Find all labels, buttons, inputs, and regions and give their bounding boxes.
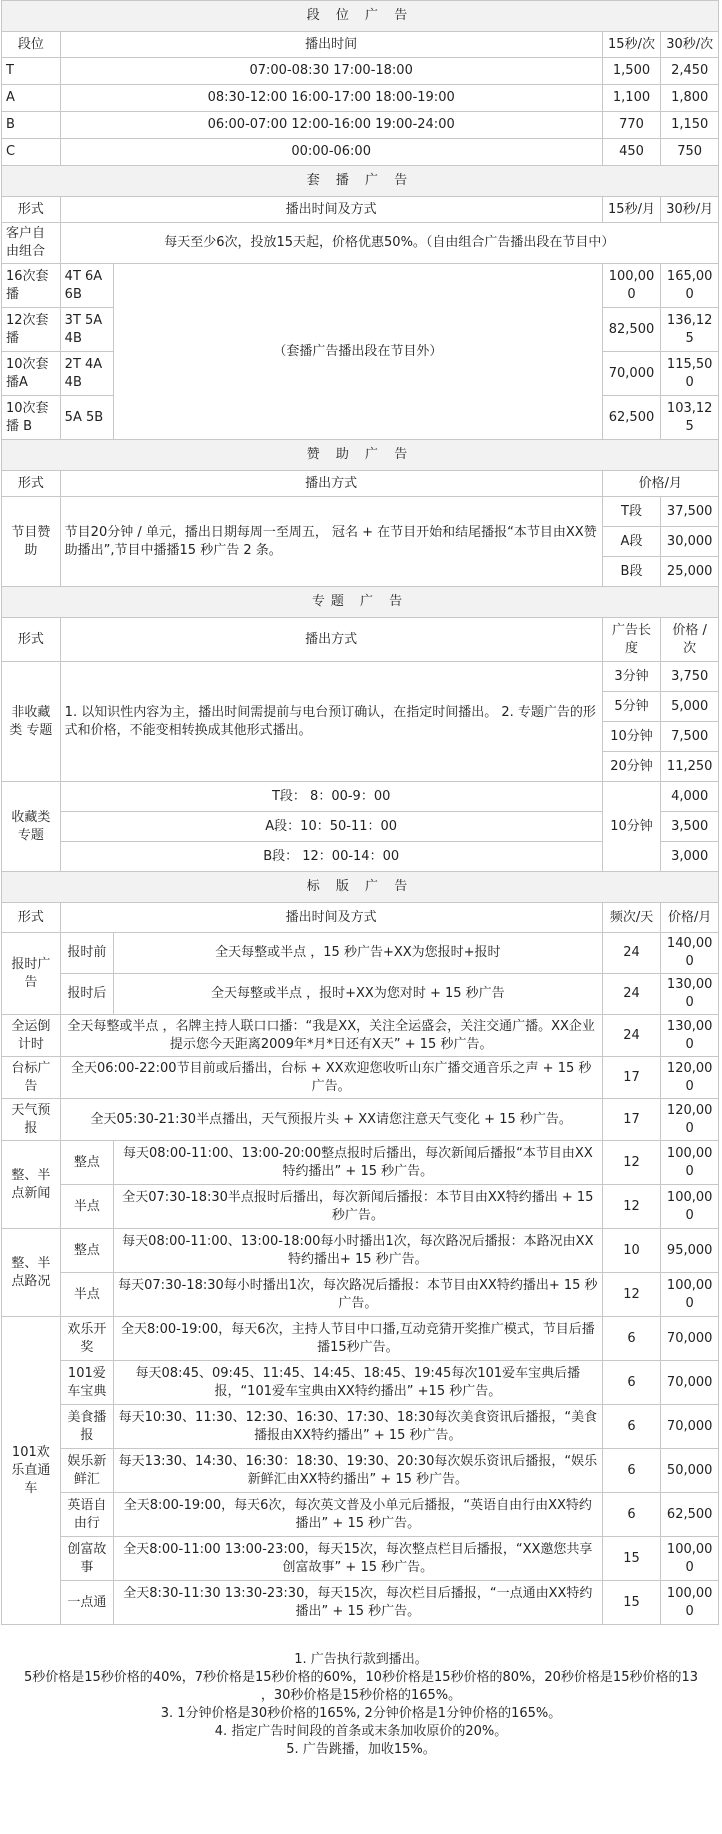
price-15s: 1,100 — [602, 85, 661, 112]
air-time: 08:30-12:00 16:00-17:00 18:00-19:00 — [60, 85, 602, 112]
sub-form: 美食播报 — [60, 1405, 113, 1449]
note-line: 5秒价格是15秒价格的40%，7秒价格是15秒价格的60%，10秒价格是15秒价格的80%，20秒价格是15秒价格的13 — [23, 1670, 699, 1685]
table-row — [2, 1015, 719, 1057]
price-30s-month: 136,125 — [661, 308, 719, 352]
note-line: 3. 1分钟价格是30秒价格的165%, 2分钟价格是1分钟价格的165%。 — [160, 1706, 562, 1721]
col-header: 15秒/月 — [602, 197, 661, 223]
price-30s-month: 115,500 — [661, 352, 719, 396]
traffic-label: 整、半点路况 — [2, 1229, 61, 1317]
table-row — [2, 139, 719, 166]
table-row — [2, 223, 719, 264]
package-mix: 2T 4A 4B — [60, 352, 113, 396]
board-desc: 全天06:00-22:00节目前或后播出，台标 + XX欢迎您收听山东广播交通音乐之声 + 15 秒广告。 — [60, 1057, 602, 1099]
price-15s: 450 — [602, 139, 661, 166]
frequency: 17 — [602, 1099, 661, 1141]
table-row — [2, 1099, 719, 1141]
air-time: 00:00-06:00 — [60, 139, 602, 166]
sub-form: 英语自由行 — [60, 1493, 113, 1537]
frequency: 17 — [602, 1057, 661, 1099]
frequency: 24 — [602, 1015, 661, 1057]
frequency: 15 — [602, 1581, 661, 1625]
sponsor-price: 25,000 — [661, 557, 719, 587]
section-title-package: 套 播 广 告 — [2, 166, 719, 197]
month-price: 95,000 — [661, 1229, 719, 1273]
price-30s: 1,800 — [661, 85, 719, 112]
price-30s: 750 — [661, 139, 719, 166]
col-header: 形式 — [2, 471, 61, 497]
frequency: 6 — [602, 1317, 661, 1361]
price-15s-month: 82,500 — [602, 308, 661, 352]
board-desc: 全天每整或半点 ，15 秒广告+XX为您报时+报时 — [114, 933, 603, 974]
frequency: 12 — [602, 1185, 661, 1229]
ad-price: 7,500 — [661, 722, 719, 752]
segment-name: B — [2, 112, 61, 139]
table-row — [2, 497, 719, 527]
package-custom-desc: 每天至少6次，投放15天起，价格优惠50%。（自由组合广告播出段在节目中） — [60, 223, 718, 264]
ad-length: 3分钟 — [602, 662, 661, 692]
col-header: 价格/月 — [602, 471, 718, 497]
col-header: 播出方式 — [60, 471, 602, 497]
month-price: 100,000 — [661, 1537, 719, 1581]
month-price: 130,000 — [661, 974, 719, 1015]
frequency: 24 — [602, 933, 661, 974]
package-mix: 3T 5A 4B — [60, 308, 113, 352]
board-desc: 每天10:30、11:30、12:30、16:30、17:30、18:30每次美食资讯后播报，“美食播报由XX特约播出” + 15 秒广告。 — [114, 1405, 603, 1449]
frequency: 6 — [602, 1405, 661, 1449]
board-desc: 每天08:45、09:45、11:45、14:45、18:45、19:45每次101爱车宝典后播报，“101爱车宝典由XX特约播出” +15 秒广告。 — [114, 1361, 603, 1405]
table-row — [2, 58, 719, 85]
sponsor-price: 30,000 — [661, 527, 719, 557]
frequency: 12 — [602, 1141, 661, 1185]
col-header: 播出时间及方式 — [60, 903, 602, 933]
sub-form: 报时后 — [60, 974, 113, 1015]
board-desc: 全天8:00-11:00 13:00-23:00，每天15次，每次整点栏目后播报，“XX邀您共享创富故事” + 15 秒广告。 — [114, 1537, 603, 1581]
table-row — [2, 264, 719, 308]
table-row — [2, 1057, 719, 1099]
express-label: 101欢乐直通车 — [2, 1317, 61, 1625]
collect-time: B段： 12：00-14：00 — [60, 842, 602, 872]
col-header: 播出方式 — [60, 618, 602, 662]
board-desc: 全天8:00-19:00，每天6次，每次英文普及小单元后播报，“英语自由行由XX特约播出” + 15 秒广告。 — [114, 1493, 603, 1537]
frequency: 12 — [602, 1273, 661, 1317]
frequency: 6 — [602, 1361, 661, 1405]
month-price: 100,000 — [661, 1185, 719, 1229]
month-price: 70,000 — [661, 1361, 719, 1405]
table-row — [2, 1405, 719, 1449]
col-header: 30秒/次 — [661, 32, 719, 58]
month-price: 120,000 — [661, 1057, 719, 1099]
sub-form: 娱乐新鲜汇 — [60, 1449, 113, 1493]
sub-form: 一点通 — [60, 1581, 113, 1625]
month-price: 50,000 — [661, 1449, 719, 1493]
table-row — [2, 85, 719, 112]
table-row — [2, 1449, 719, 1493]
package-mix: 4T 6A 6B — [60, 264, 113, 308]
package-mix: 5A 5B — [60, 396, 113, 440]
section-title-special: 专题 广 告 — [2, 587, 719, 618]
price-15s-month: 70,000 — [602, 352, 661, 396]
table-row — [2, 1273, 719, 1317]
sub-form: 欢乐开奖 — [60, 1317, 113, 1361]
section-title-sponsor: 赞 助 广 告 — [2, 440, 719, 471]
ad-price: 3,500 — [661, 812, 719, 842]
table-row — [2, 1493, 719, 1537]
col-header: 播出时间 — [60, 32, 602, 58]
board-desc: 全天07:30-18:30半点报时后播出，每次新闻后播报：本节目由XX特约播出 + 15 秒广告。 — [114, 1185, 603, 1229]
col-header: 价格/月 — [661, 903, 719, 933]
sponsor-segment: B段 — [602, 557, 661, 587]
price-30s-month: 165,000 — [661, 264, 719, 308]
news-label: 整、半点新闻 — [2, 1141, 61, 1229]
month-price: 140,000 — [661, 933, 719, 974]
table-row — [2, 112, 719, 139]
sub-form: 整点 — [60, 1229, 113, 1273]
board-desc: 每天07:30-18:30每小时播出1次，每次路况后播报：本节目由XX特约播出+ 15 秒广告。 — [114, 1273, 603, 1317]
price-30s: 1,150 — [661, 112, 719, 139]
table-row — [2, 1317, 719, 1361]
section-title-board: 标 版 广 告 — [2, 872, 719, 903]
board-desc: 全天8:30-11:30 13:30-23:30，每天15次，每次栏目后播报，“一点通由XX特约播出” + 15 秒广告。 — [114, 1581, 603, 1625]
table-row — [2, 933, 719, 974]
section-title-segment: 段 位 广 告 — [2, 1, 719, 32]
price-15s: 1,500 — [602, 58, 661, 85]
col-header: 段位 — [2, 32, 61, 58]
board-desc: 每天08:00-11:00、13:00-18:00每小时播出1次，每次路况后播报：本路况由XX特约播出+ 15 秒广告。 — [114, 1229, 603, 1273]
frequency: 24 — [602, 974, 661, 1015]
collect-length: 10分钟 — [602, 782, 661, 872]
note-line: 4. 指定广告时间段的首条或末条加收原价的20%。 — [214, 1724, 508, 1739]
note-line: 1. 广告执行款到播出。 — [294, 1652, 428, 1667]
month-price: 120,000 — [661, 1099, 719, 1141]
package-custom-label: 客户自由组合 — [2, 223, 61, 264]
note-line: 5. 广告跳播，加收15%。 — [286, 1742, 436, 1757]
col-header: 形式 — [2, 903, 61, 933]
frequency: 15 — [602, 1537, 661, 1581]
noncollect-desc: 1. 以知识性内容为主，播出时间需提前与电台预订确认，在指定时间播出。 2. 专题广告的形式和价格，不能变相转换成其他形式播出。 — [60, 662, 602, 782]
table-row — [2, 1581, 719, 1625]
table-row — [2, 782, 719, 812]
sponsor-price: 37,500 — [661, 497, 719, 527]
sub-form: 整点 — [60, 1141, 113, 1185]
ad-length: 20分钟 — [602, 752, 661, 782]
month-price: 100,000 — [661, 1581, 719, 1625]
note-line: ，30秒价格是15秒价格的165%。 — [260, 1688, 462, 1703]
sponsor-desc: 节目20分钟 / 单元，播出日期每周一至周五， 冠名 + 在节目开始和结尾播报“本节目由XX赞助播出”,节目中播播15 秒广告 2 条。 — [60, 497, 602, 587]
air-time: 07:00-08:30 17:00-18:00 — [60, 58, 602, 85]
board-desc: 全天每整或半点 ，报时+XX为您对时 + 15 秒广告 — [114, 974, 603, 1015]
month-price: 70,000 — [661, 1317, 719, 1361]
price-15s-month: 100,000 — [602, 264, 661, 308]
table-row — [2, 1185, 719, 1229]
month-price: 70,000 — [661, 1405, 719, 1449]
notes — [0, 1651, 722, 1759]
frequency: 6 — [602, 1449, 661, 1493]
price-15s: 770 — [602, 112, 661, 139]
ad-price: 5,000 — [661, 692, 719, 722]
month-price: 130,000 — [661, 1015, 719, 1057]
package-name: 10次套播A — [2, 352, 61, 396]
package-shared-desc: （套播广告播出段在节目外） — [114, 264, 603, 440]
collect-time: T段： 8：00-9：00 — [60, 782, 602, 812]
segment-name: C — [2, 139, 61, 166]
col-header: 15秒/次 — [602, 32, 661, 58]
table-row — [2, 974, 719, 1015]
package-name: 16次套播 — [2, 264, 61, 308]
ad-length: 5分钟 — [602, 692, 661, 722]
col-header: 广告长度 — [602, 618, 661, 662]
ad-length: 10分钟 — [602, 722, 661, 752]
sub-form: 创富故事 — [60, 1537, 113, 1581]
frequency: 10 — [602, 1229, 661, 1273]
board-desc: 全天每整或半点 ，名牌主持人联口口播：“我是XX，关注全运盛会，关注交通广播。XX企业提示您今天距离2009年*月*日还有X天” + 15 秒广告。 — [60, 1015, 602, 1057]
month-price: 100,000 — [661, 1141, 719, 1185]
price-30s-month: 103,125 — [661, 396, 719, 440]
col-header: 形式 — [2, 618, 61, 662]
board-form: 天气预报 — [2, 1099, 61, 1141]
board-desc: 全天8:00-19:00，每天6次，主持人节目中口播,互动竞猜开奖推广模式，节目后播播15秒广告。 — [114, 1317, 603, 1361]
price-15s-month: 62,500 — [602, 396, 661, 440]
air-time: 06:00-07:00 12:00-16:00 19:00-24:00 — [60, 112, 602, 139]
ad-price: 3,000 — [661, 842, 719, 872]
table-row — [2, 1141, 719, 1185]
package-name: 10次套播 B — [2, 396, 61, 440]
time-report-label: 报时广告 — [2, 933, 61, 1015]
table-row — [2, 1537, 719, 1581]
table-row — [2, 1229, 719, 1273]
month-price: 62,500 — [661, 1493, 719, 1537]
rate-table — [1, 0, 719, 1625]
collect-time: A段：10：50-11：00 — [60, 812, 602, 842]
ad-price: 4,000 — [661, 782, 719, 812]
sponsor-label: 节目赞助 — [2, 497, 61, 587]
col-header: 频次/天 — [602, 903, 661, 933]
sub-form: 半点 — [60, 1273, 113, 1317]
col-header: 形式 — [2, 197, 61, 223]
sponsor-segment: A段 — [602, 527, 661, 557]
frequency: 6 — [602, 1493, 661, 1537]
segment-name: T — [2, 58, 61, 85]
col-header: 播出时间及方式 — [60, 197, 602, 223]
board-form: 全运倒计时 — [2, 1015, 61, 1057]
table-row — [2, 662, 719, 692]
sponsor-segment: T段 — [602, 497, 661, 527]
table-row — [2, 1361, 719, 1405]
collect-label: 收藏类专题 — [2, 782, 61, 872]
board-desc: 每天08:00-11:00、13:00-20:00整点报时后播出，每次新闻后播报“本节目由XX特约播出” + 15 秒广告。 — [114, 1141, 603, 1185]
segment-name: A — [2, 85, 61, 112]
col-header: 30秒/月 — [661, 197, 719, 223]
noncollect-label: 非收藏类 专题 — [2, 662, 61, 782]
board-desc: 每天13:30、14:30、16:30：18:30、19:30、20:30每次娱乐资讯后播报，“娱乐新鲜汇由XX特约播出” + 15 秒广告。 — [114, 1449, 603, 1493]
price-30s: 2,450 — [661, 58, 719, 85]
board-desc: 全天05:30-21:30半点播出，天气预报片头 + XX请您注意天气变化 + 15 秒广告。 — [60, 1099, 602, 1141]
ad-price: 11,250 — [661, 752, 719, 782]
ad-price: 3,750 — [661, 662, 719, 692]
sub-form: 半点 — [60, 1185, 113, 1229]
col-header: 价格 / 次 — [661, 618, 719, 662]
board-form: 台标广告 — [2, 1057, 61, 1099]
month-price: 100,000 — [661, 1273, 719, 1317]
sub-form: 报时前 — [60, 933, 113, 974]
package-name: 12次套播 — [2, 308, 61, 352]
sub-form: 101爱车宝典 — [60, 1361, 113, 1405]
